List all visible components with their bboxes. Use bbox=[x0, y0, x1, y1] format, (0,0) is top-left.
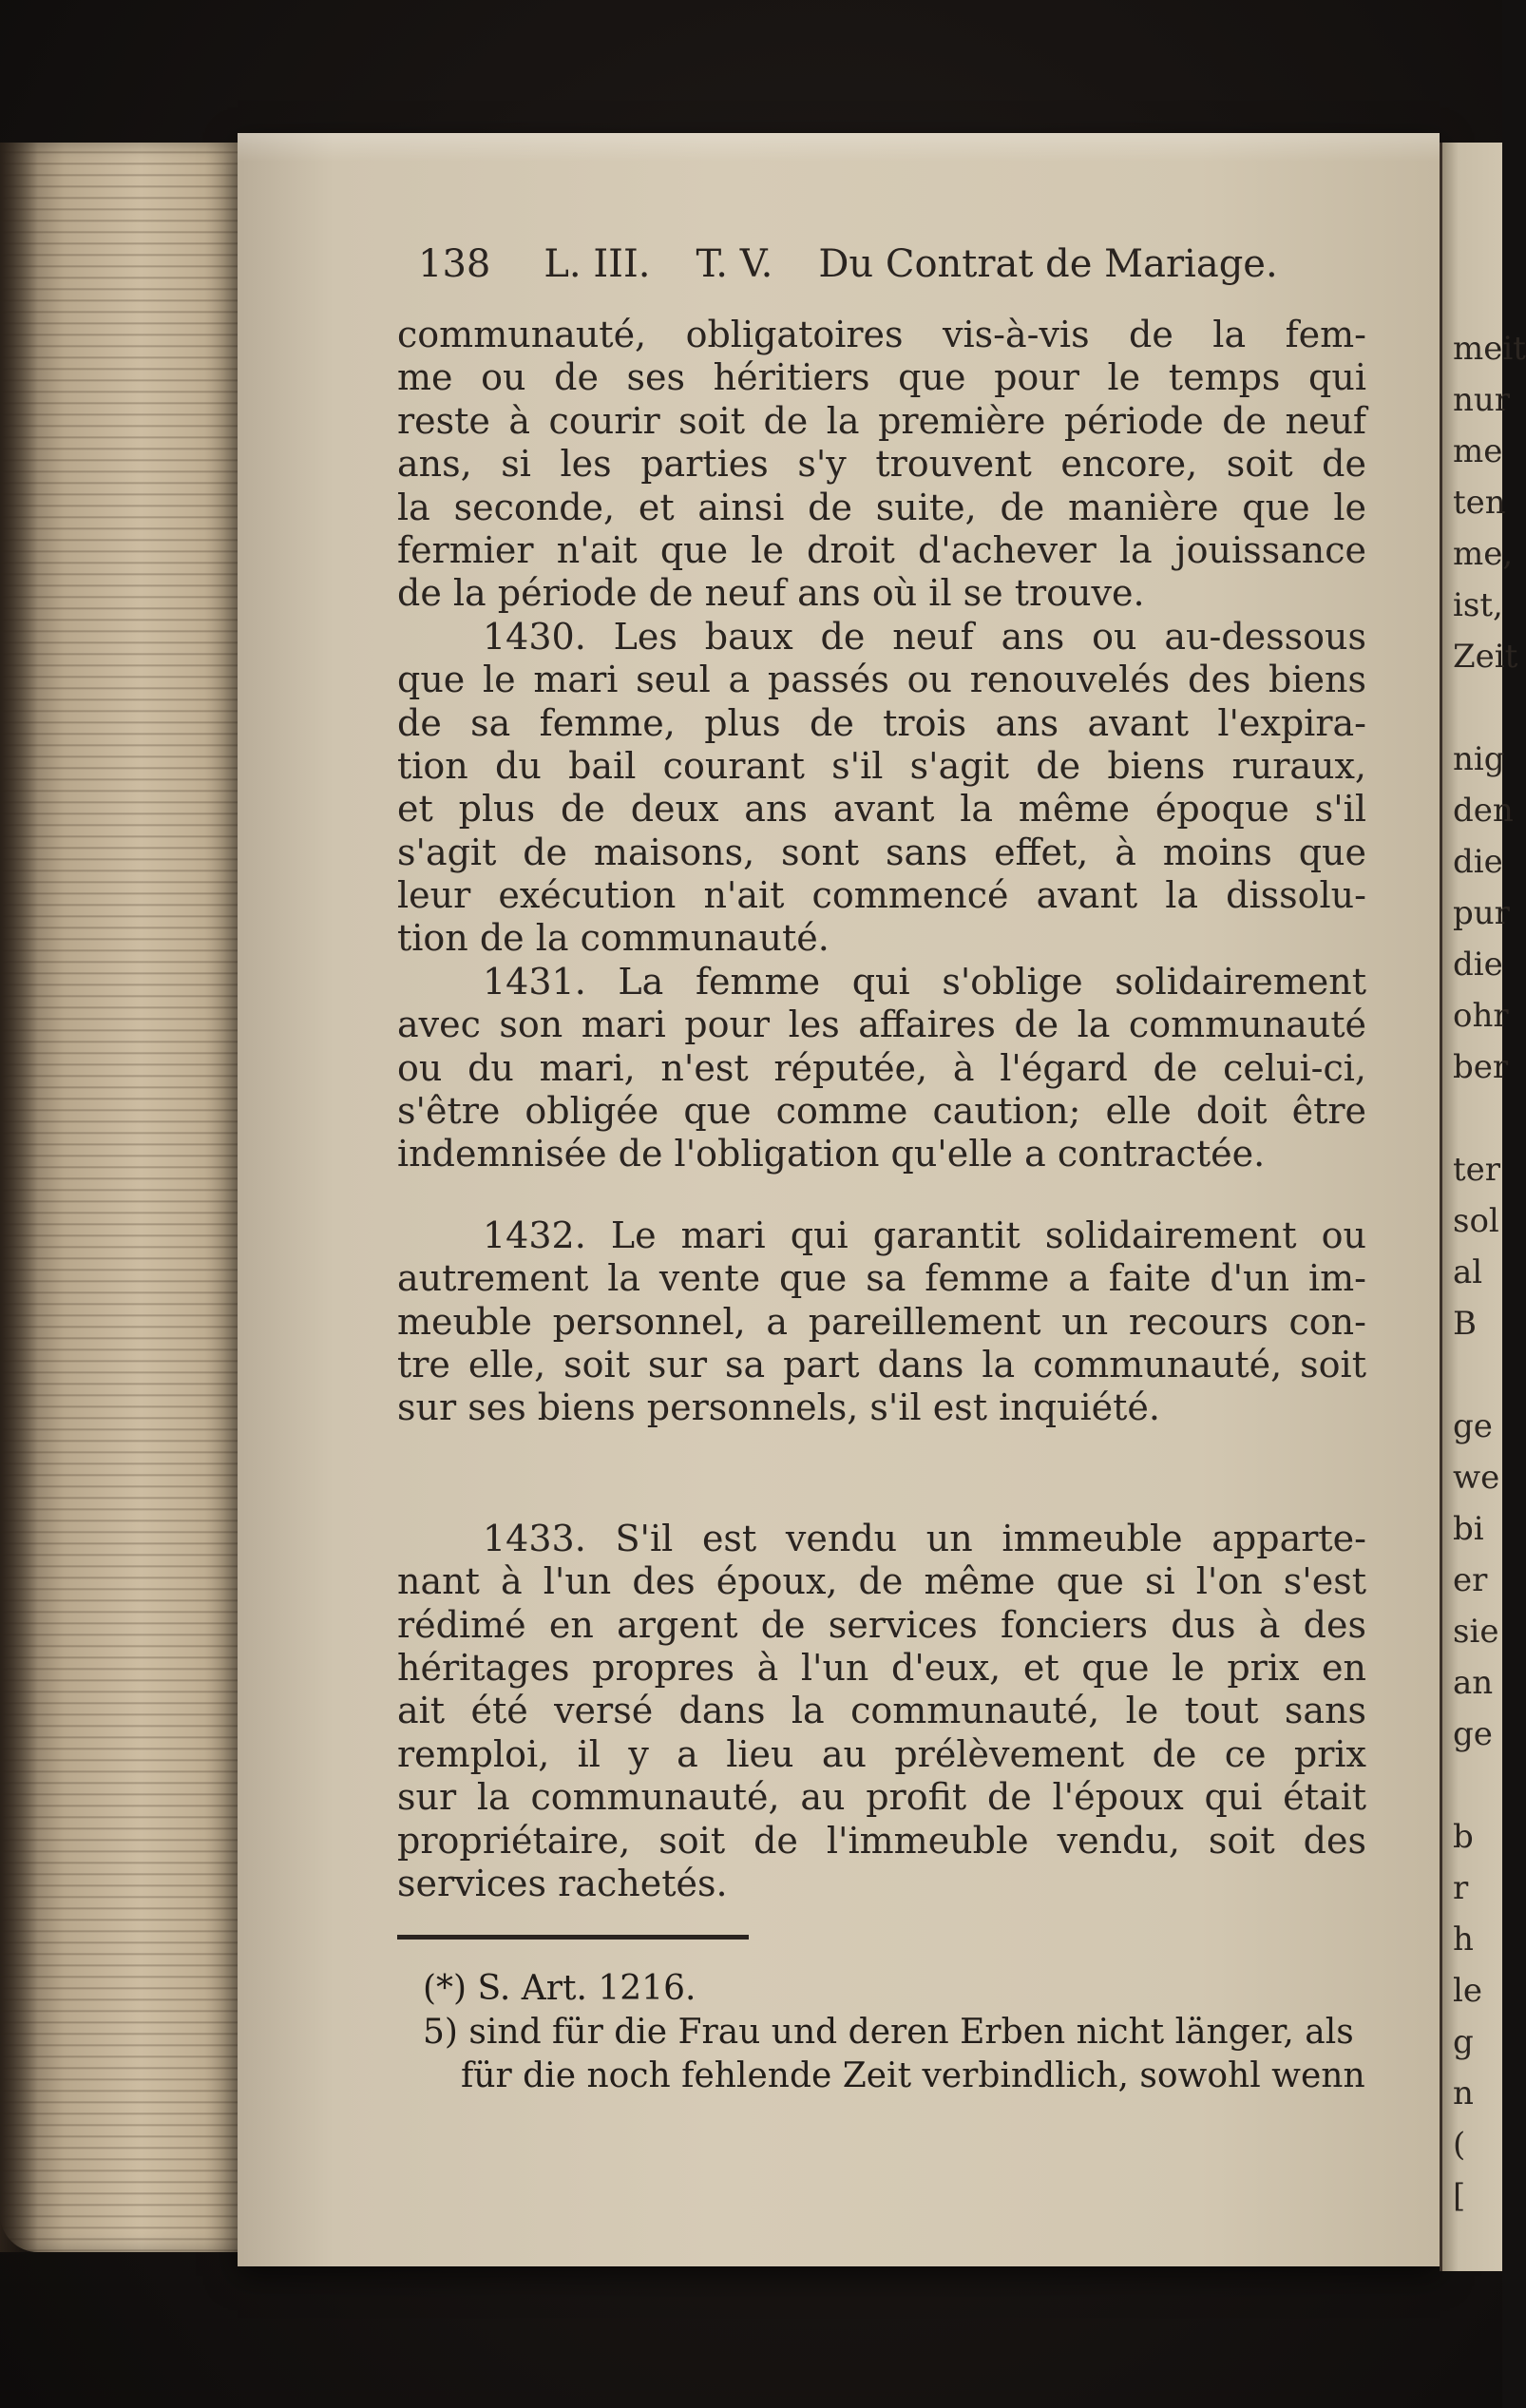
facing-page-fragment: g bbox=[1453, 2023, 1474, 2061]
text-line: tre elle, soit sur sa part dans la communauté, soit bbox=[397, 1343, 1366, 1386]
footnote bbox=[423, 1967, 1365, 2098]
page-body bbox=[397, 314, 1366, 1905]
text-line: leur exécution n'ait commencé avant la dissolu- bbox=[397, 874, 1366, 917]
text-line: 1431. La femme qui s'oblige solidairement bbox=[483, 960, 1366, 1003]
facing-page-fragment: meit bbox=[1453, 330, 1526, 368]
text-line: ait été versé dans la communauté, le tout sans bbox=[397, 1690, 1366, 1732]
facing-page-fragment bbox=[1453, 1093, 1510, 1144]
text-line: de la période de neuf ans où il se trouve. bbox=[397, 572, 1145, 615]
facing-page-fragment: B bbox=[1453, 1305, 1477, 1343]
facing-page-fragment: nur bbox=[1453, 381, 1511, 419]
facing-page-rule bbox=[1440, 143, 1442, 2271]
text-line: sur la communauté, au profit de l'époux qui était bbox=[397, 1776, 1366, 1819]
facing-page bbox=[1440, 143, 1526, 2271]
facing-page-fragment bbox=[1453, 1760, 1510, 1811]
text-line: que le mari seul a passés ou renouvelés des biens bbox=[397, 659, 1366, 701]
running-header bbox=[418, 242, 1278, 286]
facing-page-fragment: we bbox=[1453, 1459, 1500, 1497]
text-line: avec son mari pour les affaires de la communauté bbox=[397, 1003, 1366, 1046]
facing-page-fragment: an bbox=[1453, 1664, 1494, 1702]
facing-page-fragment bbox=[1453, 682, 1510, 734]
page-number: 138 bbox=[418, 242, 491, 286]
facing-page-fragment: ( bbox=[1453, 2126, 1466, 2164]
facing-page-fragment: die bbox=[1453, 843, 1503, 881]
facing-page-fragment: ter bbox=[1453, 1151, 1501, 1189]
facing-page-fragment: sie bbox=[1453, 1613, 1499, 1651]
text-line: fermier n'ait que le droit d'achever la jouissance bbox=[397, 528, 1366, 571]
text-line: 1433. S'il est vendu un immeuble apparte- bbox=[483, 1517, 1366, 1559]
facing-page-fragment: Zeit bbox=[1453, 638, 1518, 676]
facing-page-fragment: nig bbox=[1453, 740, 1505, 778]
facing-page-fragment: bi bbox=[1453, 1510, 1484, 1548]
facing-page-fragment: b bbox=[1453, 1818, 1474, 1856]
facing-page-fragment: ten bbox=[1453, 484, 1506, 522]
facing-page-fragment: ist, bbox=[1453, 586, 1503, 624]
facing-page-fragment: me bbox=[1453, 432, 1503, 470]
facing-page-text bbox=[1453, 323, 1526, 2222]
text-line: nant à l'un des époux, de même que si l'on s'est bbox=[397, 1560, 1366, 1603]
text-line: indemnisée de l'obligation qu'elle a contractée. bbox=[397, 1133, 1266, 1175]
article-1432 bbox=[397, 1214, 1366, 1430]
article-1433 bbox=[397, 1518, 1366, 1906]
text-line: communauté, obligatoires vis-à-vis de la fem- bbox=[397, 314, 1366, 355]
text-line: s'agit de maisons, sont sans effet, à moins que bbox=[397, 831, 1366, 873]
article-1431 bbox=[397, 961, 1366, 1176]
text-line: tion de la communauté. bbox=[397, 917, 830, 960]
text-line: services rachetés. bbox=[397, 1862, 728, 1904]
text-line: propriétaire, soit de l'immeuble vendu, soit des bbox=[397, 1819, 1366, 1862]
text-line: et plus de deux ans avant la même époque s'il bbox=[397, 788, 1366, 831]
facing-page-fragment: r bbox=[1453, 1869, 1469, 1907]
text-line: ans, si les parties s'y trouvent encore, soit de bbox=[397, 443, 1366, 486]
facing-page-fragment: den bbox=[1453, 792, 1514, 830]
facing-page-fragment: al bbox=[1453, 1253, 1483, 1291]
header-subject: Du Contrat de Mariage. bbox=[818, 242, 1278, 286]
footnote-line: für die noch fehlende Zeit verbindlich, sowohl wenn bbox=[461, 2056, 1365, 2095]
facing-page-fragment: pur bbox=[1453, 894, 1510, 932]
footnote-line: 5) sind für die Frau und deren Erben nicht länger, als bbox=[423, 2013, 1354, 2052]
header-title: T. V. bbox=[696, 242, 773, 286]
text-line: s'être obligée que comme caution; elle doit être bbox=[397, 1090, 1366, 1133]
footnote-rule bbox=[397, 1935, 749, 1940]
text-line: héritages propres à l'un d'eux, et que le prix en bbox=[397, 1646, 1366, 1689]
facing-page-fragment: n bbox=[1453, 2074, 1474, 2112]
text-line: 1430. Les baux de neuf ans ou au-dessous bbox=[483, 615, 1366, 658]
facing-page-fragment bbox=[1453, 1349, 1510, 1401]
text-line: reste à courir soit de la première période de neuf bbox=[397, 399, 1366, 442]
article-1430 bbox=[397, 616, 1366, 961]
facing-page-fragment: ohr bbox=[1453, 997, 1509, 1035]
facing-page-fragment: le bbox=[1453, 1972, 1482, 2010]
facing-page-fragment: die bbox=[1453, 946, 1503, 984]
facing-page-fragment: ge bbox=[1453, 1715, 1493, 1753]
facing-page-fragment: me, bbox=[1453, 535, 1514, 573]
facing-page-fragment: [ bbox=[1453, 2177, 1466, 2215]
paragraph-continuation bbox=[397, 314, 1366, 616]
book-page-edges bbox=[0, 143, 257, 2252]
text-line: la seconde, et ainsi de suite, de manière que le bbox=[397, 486, 1366, 528]
text-line: ou du mari, n'est réputée, à l'égard de celui-ci, bbox=[397, 1046, 1366, 1089]
text-line: tion du bail courant s'il s'agit de biens ruraux, bbox=[397, 744, 1366, 787]
footnote-reference: (*) S. Art. 1216. bbox=[423, 1969, 696, 2008]
text-line: de sa femme, plus de trois ans avant l'expira- bbox=[397, 701, 1366, 744]
facing-page-fragment: h bbox=[1453, 1921, 1474, 1959]
text-line: sur ses biens personnels, s'il est inquiété. bbox=[397, 1386, 1160, 1429]
text-line: 1432. Le mari qui garantit solidairement ou bbox=[483, 1214, 1366, 1256]
text-line: rédimé en argent de services fonciers dus à des bbox=[397, 1603, 1366, 1646]
facing-page-fragment: ber bbox=[1453, 1048, 1509, 1086]
facing-page-fragment: ge bbox=[1453, 1407, 1493, 1445]
facing-page-fragment: sol bbox=[1453, 1202, 1499, 1240]
text-line: me ou de ses héritiers que pour le temps qui bbox=[397, 356, 1366, 399]
text-line: autrement la vente que sa femme a faite d'un im- bbox=[397, 1257, 1366, 1300]
header-book: L. III. bbox=[544, 242, 651, 286]
text-line: meuble personnel, a pareillement un recours con- bbox=[397, 1300, 1366, 1343]
text-line: remploi, il y a lieu au prélèvement de ce prix bbox=[397, 1732, 1366, 1775]
facing-page-fragment: er bbox=[1453, 1561, 1488, 1599]
